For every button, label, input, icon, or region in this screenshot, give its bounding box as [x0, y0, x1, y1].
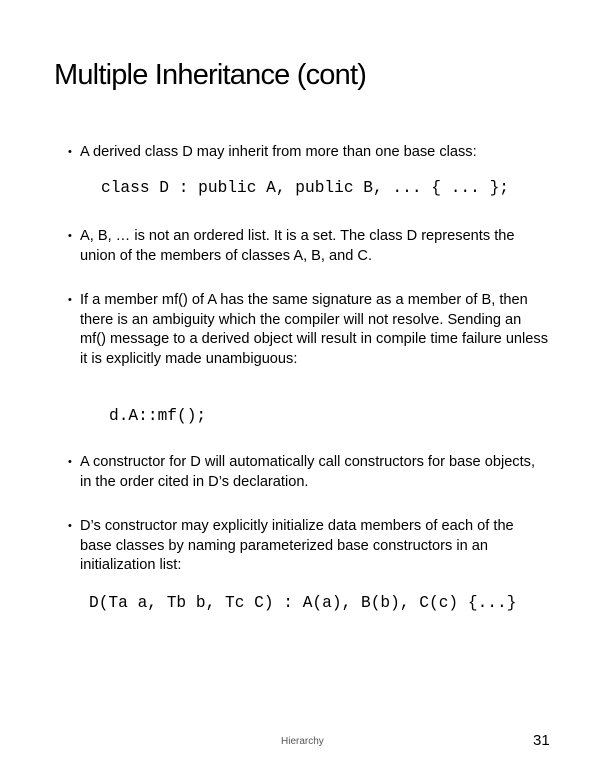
bullet-marker: •: [68, 456, 72, 468]
bullet-item-ambiguity: [68, 291, 548, 369]
bullet-marker: •: [68, 146, 72, 158]
code-snippet-class-declaration: class D : public A, public B, ... { ... };: [101, 179, 509, 197]
bullet-item-set-union: [68, 227, 548, 266]
bullet-marker: •: [68, 294, 72, 306]
footer-label: Hierarchy: [281, 736, 324, 747]
bullet-marker: •: [68, 230, 72, 242]
bullet-text: If a member mf() of A has the same signature as a member of B, then there is an ambiguity which the compiler will not resolve. Sending an mf() message to a derived object will result in compile time failure unless it is explicitly made unambiguous:: [80, 292, 548, 367]
bullet-item-initialization-list: [68, 517, 548, 576]
bullet-text: D’s constructor may explicitly initialize data members of each of the base classes by naming parameterized base constructors in an initialization list:: [80, 518, 514, 573]
bullet-item-derived-class: [68, 143, 548, 163]
bullet-item-constructor-order: [68, 453, 548, 492]
bullet-text: A, B, … is not an ordered list. It is a set. The class D represents the union of the members of classes A, B, and C.: [80, 228, 515, 264]
bullet-text: A constructor for D will automatically call constructors for base objects, in the order cited in D’s declaration.: [80, 454, 536, 490]
bullet-text: A derived class D may inherit from more than one base class:: [80, 144, 477, 160]
slide-title: Multiple Inheritance (cont): [54, 59, 367, 91]
bullet-marker: •: [68, 520, 72, 532]
code-snippet-scope-call: d.A::mf();: [109, 407, 207, 425]
code-snippet-constructor: D(Ta a, Tb b, Tc C) : A(a), B(b), C(c) {...}: [89, 594, 517, 612]
page-number: 31: [533, 732, 550, 749]
